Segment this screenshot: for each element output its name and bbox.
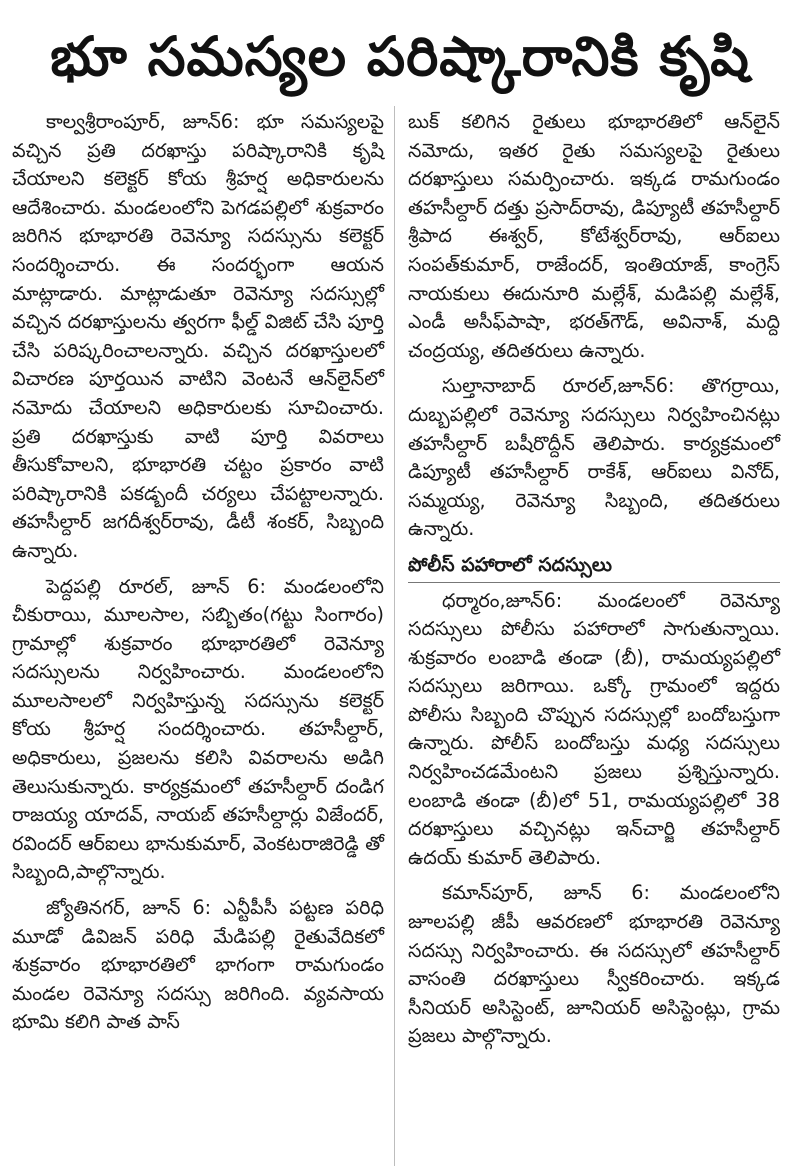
article-paragraph-sultanabad-rural: సుల్తానాబాద్ రూరల్,జూన్6: తొగర్రాయి, దుబ్బపల్లిలో రెవెన్యూ సదస్సులు నిర్వహించినట్లు తహసీల్దార్ బషీరొద్దీన్ తెలిపారు. కార్యక్రమంలో డిప్యూటీ తహసీల్దార్ రాకేశ్, ఆర్ఐలు వినోద్, సమ్మయ్య, రెవెన్యూ సిబ్బంది, తదితరులు ఉన్నారు.	[408, 374, 780, 541]
article-paragraph-jyothinagar: జ్యోతినగర్, జూన్ 6: ఎన్టీపీసీ పట్టణ పరిధి మూడో డివిజన్ పరిధి మేడిపల్లి రైతువేదికలో శుక్రవారం భూభారతిలో భాగంగా రామగుండం మండల రెవెన్యూ సదస్సు జరిగింది. వ్యవసాయ భూమి కలిగి పాత పాస్	[12, 896, 384, 1034]
article-paragraph-jyothinagar-continued: బుక్ కలిగిన రైతులు భూభారతిలో ఆన్‌లైన్ నమోదు, ఇతర రైతు సమస్యలపై రైతులు దరఖాస్తులు సమర్పించారు. ఇక్కడ రామగుండం తహసీల్దార్ దత్తు ప్రసాద్‌రావు, డిప్యూటీ తహసీల్దార్ శ్రీపాద ఈశ్వర్, కోటేశ్వర్‌రావు, ఆర్ఐలు సంపత్‌కుమార్, రాజేందర్, ఇంతియాజ్, కాంగ్రెస్ నాయకులు ఈదునూరి మల్లేశ్, మడిపల్లి మల్లేశ్, ఎండీ అసీఫ్‌పాషా, భరత్‌గౌడ్, అవినాశ్, మద్ది చంద్రయ్య, తదితరులు ఉన్నారు.	[408, 110, 780, 362]
article-column-left	[12, 108, 384, 1044]
article-paragraph-kalvasriramapur: కాల్వశ్రీరాంపూర్, జూన్6: భూ సమస్యలపై వచ్చిన ప్రతి దరఖాస్తు పరిష్కారానికి కృషి చేయాలని కలెక్టర్ కోయ శ్రీహర్ష అధికారులను ఆదేశించారు. మండలంలోని పెగడపల్లిలో శుక్రవారం జరిగిన భూభారతి రెవెన్యూ సదస్సును కలెక్టర్ సందర్శించారు. ఈ సందర్భంగా ఆయన మాట్లాడారు. మాట్లాడుతూ రెవెన్యూ సదస్సుల్లో వచ్చిన దరఖాస్తులను త్వరగా ఫీల్డ్ విజిట్ చేసి పూర్తి చేసి పరిష్కరించాలన్నారు. వచ్చిన దరఖాస్తులలో విచారణ పూర్తయిన వాటిని వెంటనే ఆన్‌లైన్‌లో నమోదు చేయాలని అధికారులకు సూచించారు. ప్రతి దరఖాస్తుకు వాటి పూర్తి వివరాలు తీసుకోవాలని, భూభారతి చట్టం ప్రకారం వాటి పరిష్కారానికి పకడ్బందీ చర్యలు చేపట్టాలన్నారు. తహసీల్దార్ జగదీశ్వర్‌రావు, డీటీ శంకర్, సిబ్బంది ఉన్నారు.	[12, 110, 384, 562]
article-paragraph-dharmaram: ధర్మారం,జూన్6: మండలంలో రెవెన్యూ సదస్సులు పోలీసు పహారాలో సాగుతున్నాయి. శుక్రవారం లంబాడి తండా (బీ), రామయ్యపల్లిలో సదస్సులు జరిగాయి. ఒక్కో గ్రామంలో ఇద్దరు పోలీసు సిబ్బంది చొప్పున సదస్సుల్లో బందోబస్తుగా ఉన్నారు. పోలీస్ బందోబస్తు మధ్య సదస్సులు నిర్వహించడమేంటని ప్రజలు ప్రశ్నిస్తున్నారు. లంబాడి తండా (బీ)లో 51, రామయ్యపల్లిలో 38 దరఖాస్తులు వచ్చినట్లు ఇన్‌చార్జి తహసీల్దార్ ఉదయ్ కుమార్ తెలిపారు.	[408, 588, 780, 869]
column-divider	[394, 106, 395, 1166]
article-paragraph-peddapalli-rural: పెద్దపల్లి రూరల్, జూన్ 6: మండలంలోని చీకురాయి, మూలసాల, సబ్బితం(గట్టు సింగారం) గ్రామాల్లో శుక్రవారం భూభారతిలో రెవెన్యూ సదస్సులను నిర్వహించారు. మండలంలోని మూలసాలలో నిర్వహిస్తున్న సదస్సును కలెక్టర్ కోయ శ్రీహర్ష సందర్శించారు. తహసీల్దార్, అధికారులు, ప్రజలను కలిసి వివరాలను అడిగి తెలుసుకున్నారు. కార్యక్రమంలో తహసీల్దార్ దండిగ రాజయ్య యాదవ్, నాయబ్ తహసీల్దార్లు విజేందర్, రవిందర్ ఆర్ఐలు భానుకుమార్, వెంకటరాజిరెడ్డి తో సిబ్బంది,పాల్గొన్నారు.	[12, 574, 384, 884]
headline: భూ సమస్యల పరిష్కారానికి కృషి	[50, 25, 750, 88]
article-column-right	[408, 108, 780, 1058]
sub-heading: పోలీస్ పహారాలో సదస్సులు	[408, 551, 780, 583]
article-paragraph-kamanpur: కమాన్‌పూర్, జూన్ 6: మండలంలోని జూలపల్లి జీపీ ఆవరణలో భూభారతి రెవెన్యూ సదస్సు నిర్వహించారు. ఈ సదస్సులో తహసీల్దార్ వాసంతి దరఖాస్తులు స్వీకరించారు. ఇక్కడ సీనియర్ అసిస్టెంట్, జూనియర్ అసిస్టెంట్లు, గ్రామ ప్రజలు పాల్గొన్నారు.	[408, 881, 780, 1048]
